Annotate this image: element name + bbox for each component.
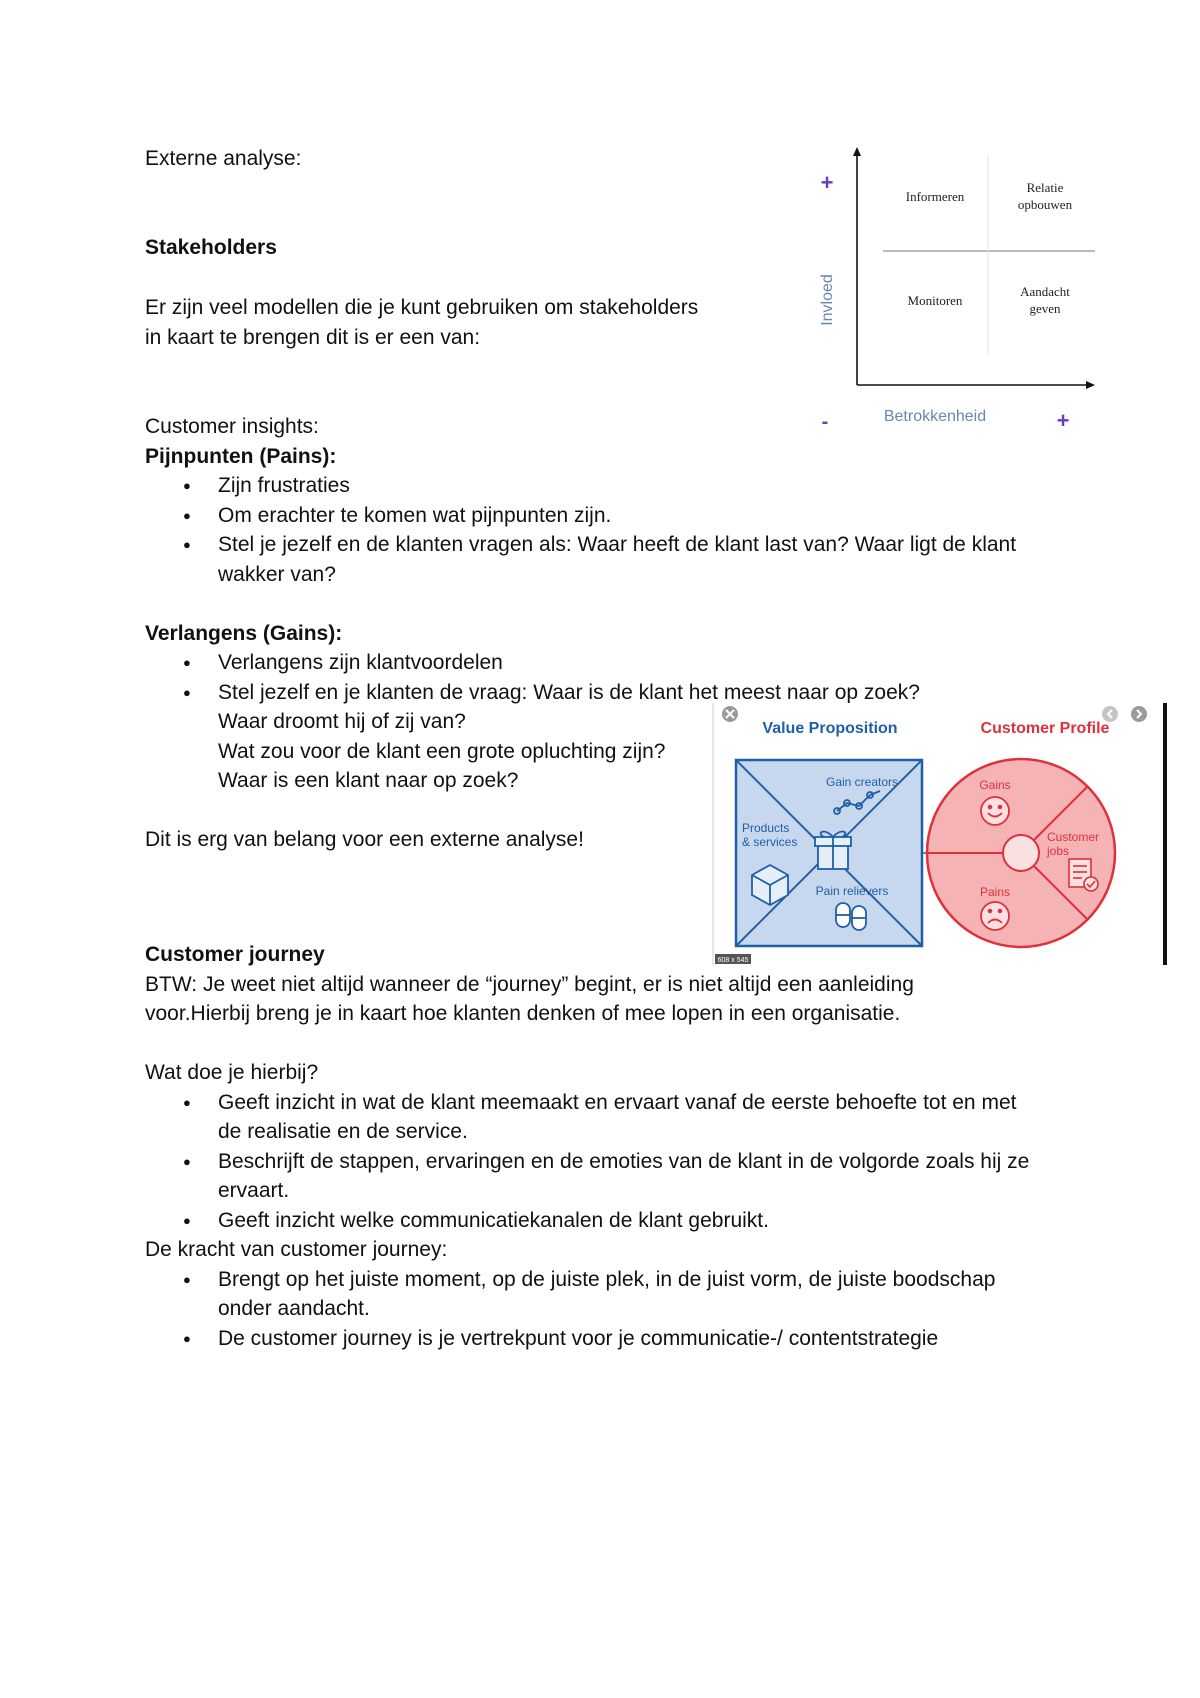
list-item: ● Geeft inzicht welke communicatiekanalen de klant gebruikt. (145, 1206, 1033, 1236)
matrix-q-monitoren: Monitoren (907, 293, 963, 308)
pains-label: Pains (979, 885, 1011, 899)
journey-list (145, 1088, 1075, 1236)
pains-list (145, 471, 1075, 589)
image-right-border (1163, 703, 1167, 965)
gains-continuation: Wat zou voor de klant een grote opluchting zijn? (218, 739, 666, 763)
stakeholder-matrix (805, 145, 1105, 445)
list-item: ● Brengt op het juiste moment, op de juiste plek, in de juist vorm, de juiste boodschap onder aandacht. (145, 1265, 1048, 1324)
customer-jobs-label: jobs (1047, 844, 1070, 858)
gains-label: Gains (979, 778, 1011, 792)
heading-externe-analyse: Externe analyse: (145, 147, 302, 170)
gain-creators-label: Gain creators (825, 775, 899, 789)
frown-icon (981, 902, 1009, 930)
gains-list (145, 648, 1075, 707)
value-proposition-canvas (712, 703, 1167, 965)
matrix-plus-right: + (1056, 408, 1070, 433)
stakeholders-intro-line: in kaart te brengen dit is er een van: (145, 325, 481, 349)
smile-icon (981, 797, 1009, 825)
customer-jobs-label: Customer (1047, 830, 1100, 844)
kracht-title: De kracht van customer journey: (145, 1238, 448, 1261)
list-item: ● Stel je jezelf en de klanten vragen als: Waar heeft de klant last van? Waar ligt de klant wakker van? (145, 530, 1075, 589)
products-label: Products (742, 821, 790, 835)
close-icon[interactable] (722, 706, 738, 722)
list-item: ● Geeft inzicht in wat de klant meemaakt en ervaart vanaf de eerste behoefte tot en met de realisatie en de service. (145, 1088, 1033, 1147)
matrix-q-aandacht: Aandacht (1020, 284, 1070, 299)
matrix-q-informeren: Informeren (905, 189, 965, 204)
gift-icon (815, 832, 851, 869)
gains-continuation: Waar droomt hij of zij van? (218, 710, 466, 733)
journey-question: Wat doe je hierbij? (145, 1061, 319, 1084)
customer-insights-title: Customer insights: (145, 415, 319, 438)
list-item: ● Verlangens zijn klantvoordelen (145, 648, 1075, 678)
chevron-right-icon[interactable] (1131, 706, 1147, 722)
matrix-minus-bottom: - (821, 411, 829, 433)
pain-relievers-label: Pain relievers (815, 884, 889, 898)
kracht-list (145, 1265, 1075, 1354)
size-tag-text: 608 x 545 (717, 957, 749, 964)
products-label: & services (742, 835, 798, 849)
journey-btw: BTW: Je weet niet altijd wanneer de “journey” begint, er is niet altijd een aanleiding voor.Hierbij breng je in kaart hoe klanten denken of mee lopen in een organisatie. (145, 972, 914, 1025)
gains-continuation: Waar is een klant naar op zoek? (218, 769, 519, 792)
stakeholders-intro (145, 293, 765, 352)
customer-journey-title: Customer journey (145, 943, 325, 966)
list-item: ● De customer journey is je vertrekpunt voor je communicatie-/ contentstrategie (145, 1324, 1048, 1354)
gains-title: Verlangens (Gains): (145, 621, 343, 645)
matrix-y-label: Invloed (819, 274, 836, 326)
list-item: ● Zijn frustraties (145, 471, 1075, 501)
cp-title: Customer Profile (980, 720, 1110, 737)
matrix-x-label: Betrokkenheid (883, 408, 987, 425)
matrix-plus-top: + (820, 170, 834, 195)
matrix-q-aandacht: geven (1029, 301, 1061, 316)
matrix-q-relatie: opbouwen (1017, 197, 1073, 212)
pains-title: Pijnpunten (Pains): (145, 444, 337, 468)
customer-journey-section (145, 940, 1075, 1353)
customer-profile-circle (927, 759, 1115, 947)
box-icon (752, 865, 788, 905)
matrix-q-relatie: Relatie (1026, 180, 1064, 195)
list-item: ● Om erachter te komen wat pijnpunten zijn. (145, 501, 1075, 531)
vp-title: Value Proposition (762, 720, 898, 737)
stakeholders-intro-line: Er zijn veel modellen die je kunt gebruiken om stakeholders (145, 296, 699, 319)
list-item: ● Stel jezelf en je klanten de vraag: Waar is de klant het meest naar op zoek? (145, 678, 1075, 708)
insights-conclusion: Dit is erg van belang voor een externe analyse! (145, 828, 584, 851)
stakeholders-title: Stakeholders (145, 236, 277, 259)
list-item: ● Beschrijft de stappen, ervaringen en de emoties van de klant in de volgorde zoals hij ze ervaart. (145, 1147, 1033, 1206)
